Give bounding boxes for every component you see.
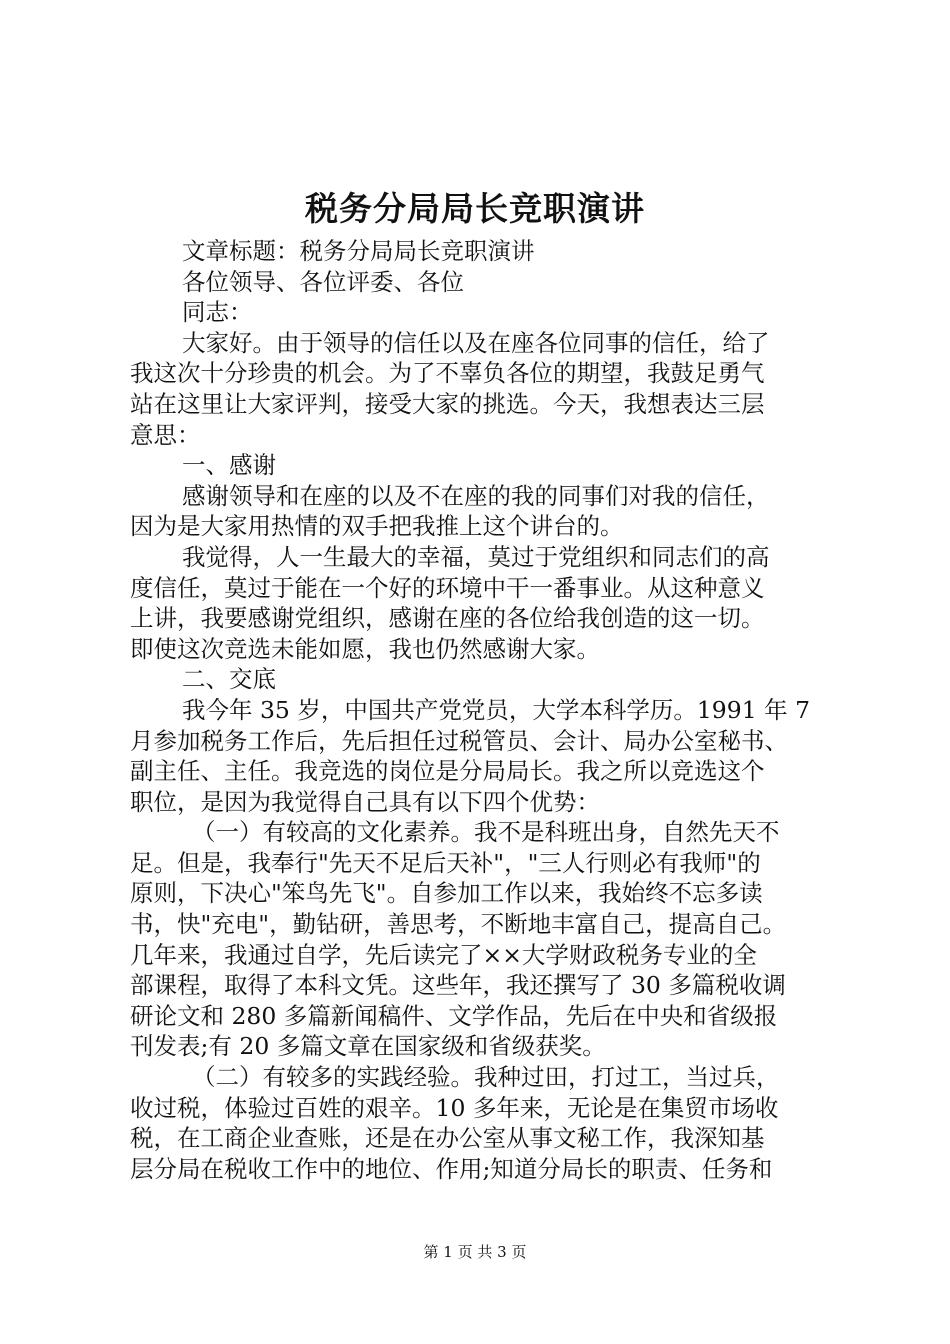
paragraph-line: 意思：: [130, 420, 201, 449]
paragraph-line: 书，快"充电"，勤钻研，善思考，不断地丰富自己，提高自己。: [130, 910, 787, 939]
paragraph-line: 站在这里让大家评判，接受大家的挑选。今天，我想表达三层: [130, 389, 765, 418]
paragraph-line: 职位，是因为我觉得自己具有以下四个优势：: [130, 787, 600, 816]
document-body: [130, 236, 832, 1184]
subsection-line: （一）有较高的文化素养。我不是科班出身，自然先天不: [192, 818, 780, 847]
paragraph-line: 因为是大家用热情的双手把我推上这个讲台的。: [130, 512, 624, 541]
paragraph-line: 刊发表;有 20 多篇文章在国家级和省级获奖。: [130, 1032, 606, 1061]
paragraph-line: 我今年 35 岁，中国共产党党员，大学本科学历。1991 年 7: [182, 695, 811, 724]
paragraph-line: 部课程，取得了本科文凭。这些年，我还撰写了 30 多篇税收调: [130, 971, 786, 1000]
subsection-line: （二）有较多的实践经验。我种过田，打过工，当过兵，: [192, 1063, 780, 1092]
salutation-line: 同志：: [182, 298, 253, 327]
paragraph-line: 几年来，我通过自学，先后读完了××大学财政税务专业的全: [130, 940, 757, 969]
paragraph-line: 我觉得，人一生最大的幸福，莫过于党组织和同志们的高: [182, 542, 770, 571]
section-heading: 二、交底: [182, 665, 276, 694]
paragraph-line: 感谢领导和在座的以及不在座的我的同事们对我的信任，: [182, 481, 770, 510]
paragraph-line: 收过税，体验过百姓的艰辛。10 多年来，无论是在集贸市场收: [130, 1093, 779, 1122]
paragraph-line: 即使这次竞选未能如愿，我也仍然感谢大家。: [130, 634, 600, 663]
paragraph-line: 大家好。由于领导的信任以及在座各位同事的信任，给了: [182, 328, 770, 357]
salutation-line: 各位领导、各位评委、各位: [182, 267, 464, 296]
paragraph-line: 原则，下决心"笨鸟先飞"。自参加工作以来，我始终不忘多读: [130, 879, 763, 908]
article-title-line: 文章标题：税务分局局长竞职演讲: [182, 237, 535, 265]
page-number-footer: 第 1 页 共 3 页: [423, 1243, 527, 1261]
paragraph-line: 研论文和 280 多篇新闻稿件、文学作品，先后在中央和省级报: [130, 1001, 778, 1030]
paragraph-line: 层分局在税收工作中的地位、作用;知道分局长的职责、任务和: [130, 1154, 773, 1183]
paragraph-line: 度信任，莫过于能在一个好的环境中干一番事业。从这种意义: [130, 573, 765, 602]
document-title: 税务分局局长竞职演讲: [305, 189, 645, 228]
paragraph-line: 我这次十分珍贵的机会。为了不辜负各位的期望，我鼓足勇气: [130, 359, 765, 388]
section-heading: 一、感谢: [182, 451, 276, 480]
paragraph-line: 副主任、主任。我竞选的岗位是分局局长。我之所以竞选这个: [130, 757, 765, 786]
paragraph-line: 月参加税务工作后，先后担任过税管员、会计、局办公室秘书、: [130, 726, 788, 755]
paragraph-line: 足。但是，我奉行"先天不足后天补"，"三人行则必有我师"的: [130, 848, 761, 877]
paragraph-line: 上讲，我要感谢党组织，感谢在座的各位给我创造的这一切。: [130, 604, 765, 633]
paragraph-line: 税，在工商企业查账，还是在办公室从事文秘工作，我深知基: [130, 1124, 765, 1153]
